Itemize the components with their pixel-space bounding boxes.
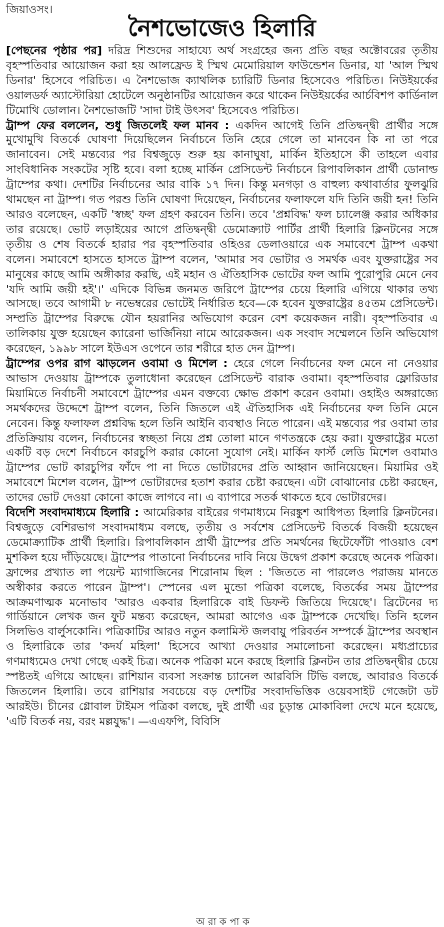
continuation-label: [পেছনের পৃষ্ঠার পর]	[6, 44, 102, 57]
article-paragraph-4	[6, 506, 438, 730]
article-paragraph-3	[6, 357, 438, 506]
source-credit: —এএফপি, বিবিসি	[134, 714, 221, 728]
paragraph-1-text: দরিদ্র শিশুদের সাহায্যে অর্থ সংগ্রহের জন্য প্রতি বছর অক্টোবরের তৃতীয় বৃহস্পতিবার আয়োজন করা হয় আলফ্রেড ই স্মিথ মেমোরিয়াল ফাউন্ডেশন ডিনার, যা 'আল স্মিথ ডিনার' হিসেবে পরিচিত। এ নৈশভোজ ক্যাথলিক চ্যারিটি ডিনার হিসেবেও পরিচিত। নিউইয়র্কের ওয়ালডর্ফ অ্যাস্টোরিয়া হোটেলে অনুষ্ঠানটির আয়োজন করে থাকেন নিউইয়র্কের আর্চবিশপ কার্ডিনাল টিমোথি ডোলান। নৈশভোজটি 'সাদা টাই উৎসব' হিসেবেও পরিচিত।	[6, 44, 438, 117]
paragraph-3-text: হেরে গেলে নির্বাচনের ফল মেনে না নেওয়ার আভাস দেওয়ায় ট্রাম্পকে তুলাধোনা করেছেন প্রেসিডেন্ট বারাক ওবামা। বৃহস্পতিবার ফ্লোরিডার মিয়ামিতে নির্বাচনী সমাবেশে ট্রাম্পের এমন বক্তব্যে ক্ষোভ প্রকাশ করেন ওবামা। ওহাইও অঙ্গরাজ্যে সমর্থকদের উদ্দেশে ট্রাম্প বলেন, তিনি জিতলে এই ঐতিহাসিক এই নির্বাচনের ফল তিনি মেনে নেবেন। কিন্তু ফলাফল প্রশ্নবিদ্ধ হলে তিনি আইনি ব্যবস্থাও নিতে পারেন। এই মন্তব্যের পর ওবামা তার প্রতিক্রিয়ায় বলেন, নির্বাচনের স্বচ্ছতা নিয়ে প্রশ্ন তোলা মানে গণতন্ত্রকে হেয় করা। যুক্তরাষ্ট্রের মতো একটি বড় দেশে নির্বাচনে কারচুপি করার কোনো সুযোগ নেই। মার্কিন ফার্স্ট লেডি মিশেল ওবামাও ট্রাম্পের ভোট কারচুপির ফাঁদে পা না দিতে ভোটারদের প্রতি আহ্বান জানিয়েছেন। মিয়ামির ওই সমাবেশে মিশেল বলেন, ট্রাম্প ভোটারদের হতাশ করার চেষ্টা করছেন। এটা বোঝানোর চেষ্টা করছেন, তাদের ভোট দেওয়া কোনো কাজে লাগবে না। এ ব্যাপারে সতর্ক থাকতে হবে ভোটারদের।	[6, 357, 438, 505]
paragraph-2-text: একদিন আগেই তিনি প্রতিদ্বন্দ্বী প্রার্থীর সঙ্গে মুখোমুখি বিতর্কে ঘোষণা দিয়েছিলেন নির্বাচনে তিনি হেরে গেলে তা মানবেন কি না তা পরে জানাবেন। সেই মন্তব্যের পর বিশ্বজুড়ে শুরু হয় কানাঘুষা, মার্কিন ইতিহাসে কী তাহলে এবার সাংবিধানিক সংকটের সৃষ্টি হবে। বলা হচ্ছে মার্কিন প্রেসিডেন্ট নির্বাচনে রিপাবলিকান প্রার্থী ডোনাল্ড ট্রাম্পের কথা। দেশটির নির্বাচনের আর বাকি ১৭ দিন। কিন্তু মনগড়া ও বাহুল্য কথাবার্তার ফুলঝুরি থামছেন না ট্রাম্প। গত পরশু তিনি ঘোষণা দিয়েছেন, নির্বাচনের ফলাফলে যদি তিনি জয়ী হন! তিনি আরও বলেছেন, একটি 'স্বচ্ছ' ফল গ্রহণ করবেন তিনি। তবে 'প্রশ্নবিদ্ধ' ফল চ্যালেঞ্জ করার অধিকার তার রয়েছে। ভোট লড়াইয়ের আগে প্রতিদ্বন্দ্বী ডেমোক্র্যাট পার্টির প্রার্থী হিলারি ক্লিনটনের সঙ্গে তৃতীয় ও শেষ বিতর্কে হারার পর বৃহস্পতিবার ওহিওর ডেলাওয়ারে এক সমাবেশে ট্রাম্প একথা বলেন। সমাবেশে হাসতে হাসতে ট্রাম্প বলেন, 'আমার সব ভোটার ও সমর্থক এবং যুক্তরাষ্ট্রের সব মানুষের কাছে আমি অঙ্গীকার করছি, এই মহান ও ঐতিহাসিক ভোটের ফল আমি পুরোপুরি মেনে নেব 'যদি আমি জয়ী হই'।' এদিকে বিভিন্ন জনমত জরিপে ট্রাম্পের চেয়ে হিলারি এগিয়ে থাকার তথ্য আসছে। তবে আগামী ৮ নভেম্বরের ভোটেই নির্ধারিত হবে—কে হবেন যুক্তরাষ্ট্রের ৪৫তম প্রেসিডেন্ট। সম্প্রতি ট্রাম্পের বিরুদ্ধে যৌন হয়রানির অভিযোগ করেন বেশ কয়েকজন নারী। বৃহস্পতিবার এ তালিকায় যুক্ত হয়েছেন ক্যারেনা ভার্জিনিয়া নামে আরেকজন। এক সংবাদ সম্মেলনে তিনি অভিযোগ করেছেন, ১৯৯৮ সালে ইউএস ওপেনে তার শরীরে হাত দেন ট্রাম্প।	[6, 118, 439, 356]
cut-off-footer-text: অ রা ক পা ক	[196, 918, 250, 927]
article-paragraph-2	[6, 119, 438, 358]
top-note: জিয়াওসং।	[6, 3, 53, 16]
section-heading-obama-michelle: ট্রাম্পের ওপর রাগ ঝাড়লেন ওবামা ও মিশেল :	[6, 357, 228, 371]
section-heading-foreign-media: বিদেশি সংবাদমাধ্যমে হিলারি :	[6, 506, 140, 520]
section-heading-trump-accept: ট্রাম্প ফের বললেন, শুধু জিতলেই ফল মানব :	[6, 118, 230, 132]
paragraph-4-text: আমেরিকার বাইরের গণমাধ্যমে নিরঙ্কুশ আধিপত্য হিলারি ক্লিনটনের। বিশ্বজুড়ে বেশিরভাগ সংবাদমাধ্যম বলছে, তৃতীয় ও সর্বশেষ প্রেসিডেন্ট বিতর্কে বিজয়ী হয়েছেন ডেমোক্র্যাটিক প্রার্থী হিলারি। রিপাবলিকান প্রার্থী ট্রাম্পের প্রতি সমর্থনের ছিটেফোঁটা পাওয়াও বেশ মুশকিল হয়ে দাঁড়িয়েছে। ট্রাম্পের পাতানো নির্বাচনের দাবি নিয়ে উদ্বেগ প্রকাশ করেছে অনেক পত্রিকা। ফ্রান্সের প্রখ্যাত লা পয়েন্ট ম্যাগাজিনের শিরোনাম ছিল : 'জিততে না পারলেও পরাজয় মানতে অস্বীকার করতে পারেন ট্রাম্প'। স্পেনের এল মুন্ডো পত্রিকা বলেছে, বিতর্কের সময় ট্রাম্পের আক্রমণাত্মক মনোভাব 'আরও একবার হিলারিকে বাই ডিফল্ট জিতিয়ে দিয়েছে'। ব্রিটেনের দ্য গার্ডিয়ানে লেখক জন ফুট মন্তব্য করেছেন, আমরা আগেও এক ট্রাম্পকে দেখেছি। তিনি হলেন সিলভিও বার্লুসকোনি। পত্রিকাটির আরও নতুন কলামিস্ট জলবায়ু পরিবর্তন সম্পর্কে ট্রাম্পের অবস্থান ও হিলারিকে তার 'কদর্য মহিলা' হিসেবে আখ্যা দেওয়ার সমালোচনা করেছেন। মধ্যপ্রাচ্যের গণমাধ্যমেও দেখা গেছে একই চিত্র। অনেক পত্রিকা মনে করছে হিলারি ক্লিনটন তার প্রতিদ্বন্দ্বীর চেয়ে স্পষ্টতই এগিয়ে আছেন। রাশিয়ান ব্যবসা সংক্রান্ত চ্যানেল আরবিসি টিভি বলছে, আবারও বিতর্কে জিতলেন হিলারি। তবে রাশিয়ার সবচেয়ে বড় দেশটির সংবাদভিত্তিক ওয়েবসাইট গেজেটা ডট আরইউ। চীনের গ্লোবাল টাইমস পত্রিকা বলছে, দুই প্রার্থী এর চূড়ান্ত মোকাবিলা দেখে মনে হয়েছে, 'এটি বিতর্ক নয়, বরং মল্লযুদ্ধ'।	[6, 506, 439, 728]
article-paragraph-1	[6, 44, 438, 119]
article-headline: নৈশভোজেও হিলারি	[128, 15, 316, 42]
article-body	[6, 44, 438, 917]
